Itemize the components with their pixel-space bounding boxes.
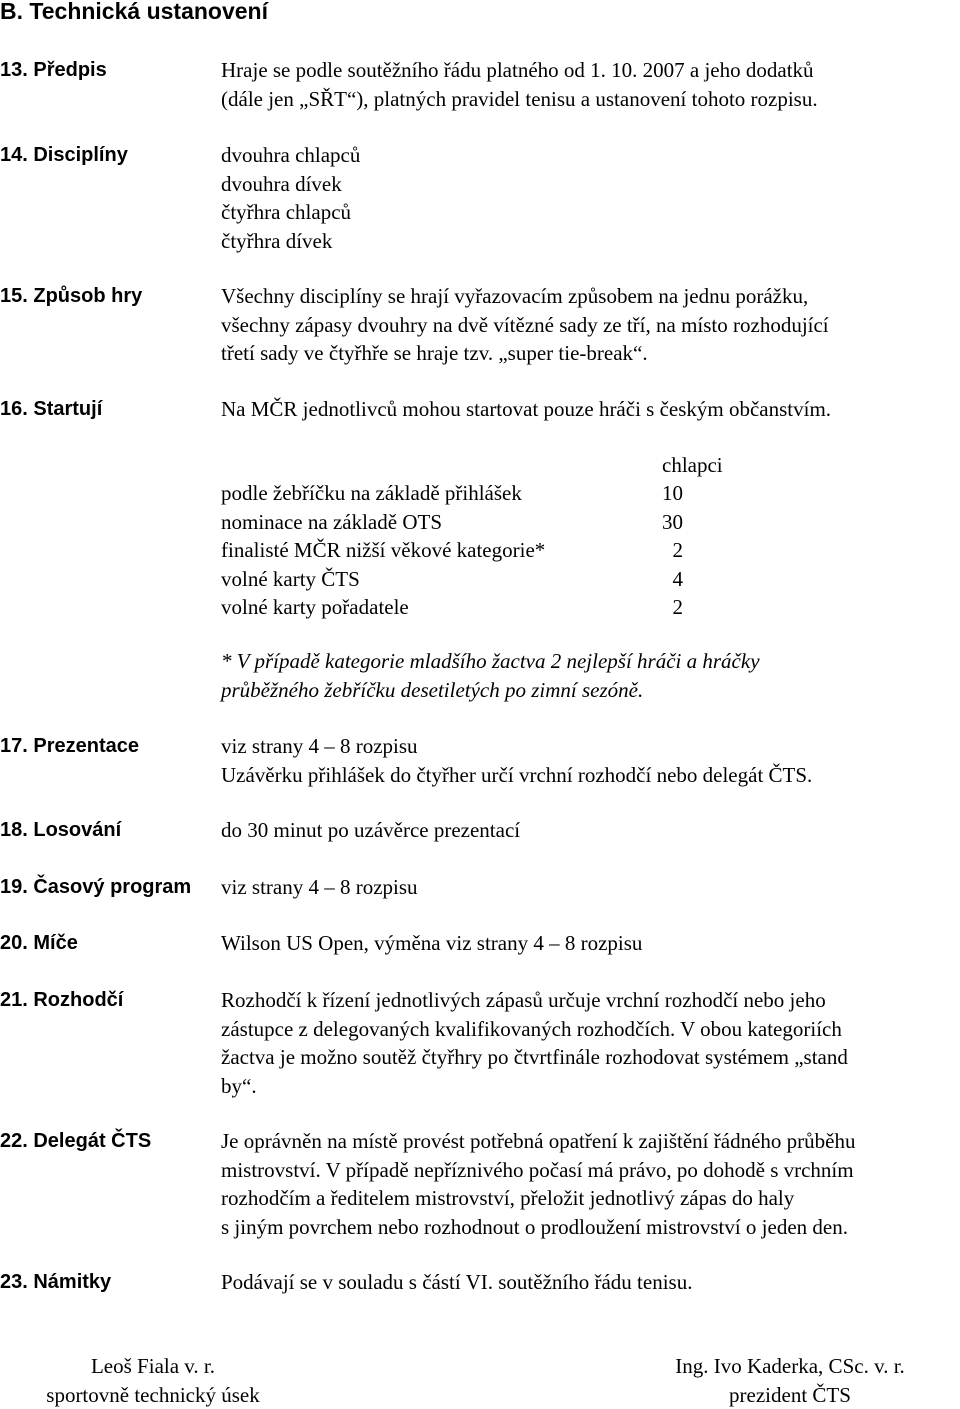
section-22-label: 22. Delegát ČTS [0, 1127, 215, 1156]
section-17-text [221, 732, 959, 789]
text-line: Všechny disciplíny se hrají vyřazovacím způsobem na jednu porážku, [221, 282, 959, 311]
quota-table [221, 479, 959, 622]
text-line: všechny zápasy dvouhry na dvě vítězné sady ze tří, na místo rozhodující [221, 311, 959, 340]
quota-value: 4 [641, 565, 683, 594]
signature-left [18, 1352, 288, 1409]
text-line: (dále jen „SŘT“), platných pravidel tenisu a ustanovení tohoto rozpisu. [221, 85, 959, 114]
quota-label: finalisté MČR nižší věkové kategorie* [221, 536, 641, 565]
text-line: s jiným povrchem nebo rozhodnout o prodloužení mistrovství o jeden den. [221, 1213, 959, 1242]
section-20-text [221, 929, 959, 958]
section-19-text [221, 873, 959, 902]
discipline-item: čtyřhra chlapců [221, 198, 959, 227]
quota-row [221, 565, 959, 594]
text-line: žactva je možno soutěž čtyřhry po čtvrtfinále rozhodovat systémem „stand [221, 1043, 959, 1072]
text-line: rozhodčím a ředitelem mistrovství, přeložit jednotlivý zápas do haly [221, 1184, 959, 1213]
section-20-label: 20. Míče [0, 929, 215, 958]
discipline-item: čtyřhra dívek [221, 227, 959, 256]
section-13-label: 13. Předpis [0, 56, 215, 85]
text-line: viz strany 4 – 8 rozpisu [221, 732, 959, 761]
text-line: Uzávěrku přihlášek do čtyřher určí vrchní rozhodčí nebo delegát ČTS. [221, 761, 959, 790]
signature-name: Leoš Fiala v. r. [18, 1352, 288, 1381]
discipline-item: dvouhra dívek [221, 170, 959, 199]
section-18-label: 18. Losování [0, 816, 215, 845]
section-22-text [221, 1127, 959, 1241]
text-line: Je oprávněn na místě provést potřebná opatření k zajištění řádného průběhu [221, 1127, 959, 1156]
quota-value: 2 [641, 593, 683, 622]
section-19-label: 19. Časový program [0, 873, 215, 902]
text-line: Podávají se v souladu s částí VI. soutěžního řádu tenisu. [221, 1268, 959, 1297]
text-line: Hraje se podle soutěžního řádu platného od 1. 10. 2007 a jeho dodatků [221, 56, 959, 85]
text-line: Wilson US Open, výměna viz strany 4 – 8 rozpisu [221, 929, 959, 958]
quota-label: podle žebříčku na základě přihlášek [221, 479, 641, 508]
text-line: by“. [221, 1072, 959, 1101]
text-line: do 30 minut po uzávěrce prezentací [221, 816, 959, 845]
section-23-text [221, 1268, 959, 1297]
quota-label: volné karty ČTS [221, 565, 641, 594]
quota-label: nominace na základě OTS [221, 508, 641, 537]
discipline-item: dvouhra chlapců [221, 141, 959, 170]
section-13-text [221, 56, 959, 113]
text-line: Na MČR jednotlivců mohou startovat pouze hráči s českým občanstvím. [221, 395, 959, 424]
quota-row [221, 508, 959, 537]
footnote [221, 647, 959, 704]
footnote-line: * V případě kategorie mladšího žactva 2 nejlepší hráči a hráčky [221, 647, 959, 676]
quota-column-header: chlapci [662, 451, 723, 480]
text-line: zástupce z delegovaných kvalifikovaných rozhodčích. V obou kategoriích [221, 1015, 959, 1044]
section-16-label: 16. Startují [0, 395, 215, 424]
section-18-text [221, 816, 959, 845]
section-16-text [221, 395, 959, 424]
signature-role: sportovně technický úsek [18, 1381, 288, 1409]
section-21-label: 21. Rozhodčí [0, 986, 215, 1015]
text-line: viz strany 4 – 8 rozpisu [221, 873, 959, 902]
quota-value: 2 [641, 536, 683, 565]
section-23-label: 23. Námitky [0, 1268, 215, 1297]
quota-row [221, 593, 959, 622]
text-line: mistrovství. V případě nepříznivého počasí má právo, po dohodě s vrchním [221, 1156, 959, 1185]
text-line: třetí sady ve čtyřhře se hraje tzv. „super tie-break“. [221, 339, 959, 368]
footnote-line: průběžného žebříčku desetiletých po zimní sezóně. [221, 676, 959, 705]
quota-value: 10 [641, 479, 683, 508]
section-17-label: 17. Prezentace [0, 732, 215, 761]
quota-value: 30 [641, 508, 683, 537]
section-14-list [221, 141, 959, 255]
section-15-label: 15. Způsob hry [0, 282, 215, 311]
signature-name: Ing. Ivo Kaderka, CSc. v. r. [640, 1352, 940, 1381]
signature-role: prezident ČTS [640, 1381, 940, 1409]
quota-label: volné karty pořadatele [221, 593, 641, 622]
quota-row [221, 536, 959, 565]
section-14-label: 14. Disciplíny [0, 141, 215, 170]
section-15-text [221, 282, 959, 368]
quota-row [221, 479, 959, 508]
section-21-text [221, 986, 959, 1100]
text-line: Rozhodčí k řízení jednotlivých zápasů určuje vrchní rozhodčí nebo jeho [221, 986, 959, 1015]
section-heading: B. Technická ustanovení [0, 0, 268, 26]
signature-right [640, 1352, 940, 1409]
